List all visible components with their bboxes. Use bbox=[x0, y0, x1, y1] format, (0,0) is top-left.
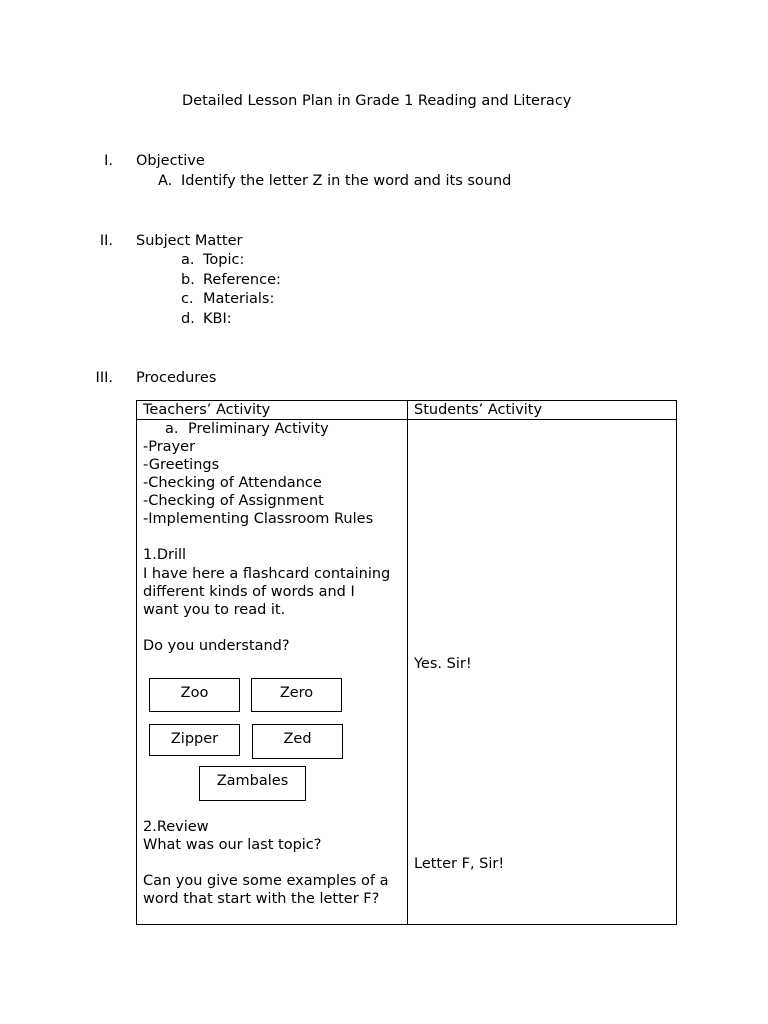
teacher-line-assignment: -Checking of Assignment bbox=[143, 493, 324, 509]
review-heading: 2.Review bbox=[143, 819, 209, 835]
header-students-activity: Students’ Activity bbox=[414, 402, 543, 418]
subject-item-materials-marker: c. bbox=[181, 291, 194, 307]
procedures-table bbox=[136, 400, 677, 925]
drill-instruction-line-1: I have here a flashcard containing bbox=[143, 566, 391, 582]
student-response-yes: Yes. Sir! bbox=[414, 656, 472, 672]
table-column-divider bbox=[407, 401, 408, 924]
section-procedures-heading: Procedures bbox=[136, 370, 217, 386]
subject-item-topic: Topic: bbox=[203, 252, 245, 268]
teacher-line-greetings: -Greetings bbox=[143, 457, 220, 473]
review-question-2-line-2: word that start with the letter F? bbox=[143, 891, 380, 907]
teacher-line-prayer: -Prayer bbox=[143, 439, 196, 455]
section-objective-heading: Objective bbox=[136, 153, 205, 169]
subject-item-topic-marker: a. bbox=[181, 252, 195, 268]
subject-item-kbi-marker: d. bbox=[181, 311, 195, 327]
section-procedures-numeral: III. bbox=[95, 370, 113, 386]
subject-item-kbi: KBI: bbox=[203, 311, 232, 327]
student-response-letter-f: Letter F, Sir! bbox=[414, 856, 505, 872]
preliminary-activity-heading: Preliminary Activity bbox=[188, 421, 329, 437]
objective-item-marker: A. bbox=[158, 173, 173, 189]
flashcard-zipper: Zipper bbox=[149, 724, 240, 756]
drill-heading: 1.Drill bbox=[143, 547, 187, 563]
flashcard-zed: Zed bbox=[252, 724, 343, 759]
teacher-line-rules: -Implementing Classroom Rules bbox=[143, 511, 374, 527]
flashcard-zambales: Zambales bbox=[199, 766, 306, 801]
review-question-2-line-1: Can you give some examples of a bbox=[143, 873, 389, 889]
page-title: Detailed Lesson Plan in Grade 1 Reading and Literacy bbox=[182, 93, 572, 109]
review-question-1: What was our last topic? bbox=[143, 837, 322, 853]
subject-item-materials: Materials: bbox=[203, 291, 275, 307]
teacher-line-attendance: -Checking of Attendance bbox=[143, 475, 322, 491]
flashcard-zoo: Zoo bbox=[149, 678, 240, 712]
objective-item-text: Identify the letter Z in the word and its sound bbox=[181, 173, 512, 189]
flashcard-zero: Zero bbox=[251, 678, 342, 712]
preliminary-marker: a. bbox=[165, 421, 179, 437]
drill-instruction-line-2: different kinds of words and I bbox=[143, 584, 355, 600]
subject-item-reference: Reference: bbox=[203, 272, 281, 288]
section-subject-matter-numeral: II. bbox=[99, 233, 113, 249]
drill-instruction-line-3: want you to read it. bbox=[143, 602, 286, 618]
subject-item-reference-marker: b. bbox=[181, 272, 195, 288]
section-subject-matter-heading: Subject Matter bbox=[136, 233, 243, 249]
drill-question: Do you understand? bbox=[143, 638, 290, 654]
section-objective-numeral: I. bbox=[104, 153, 113, 169]
header-teachers-activity: Teachers’ Activity bbox=[143, 402, 271, 418]
